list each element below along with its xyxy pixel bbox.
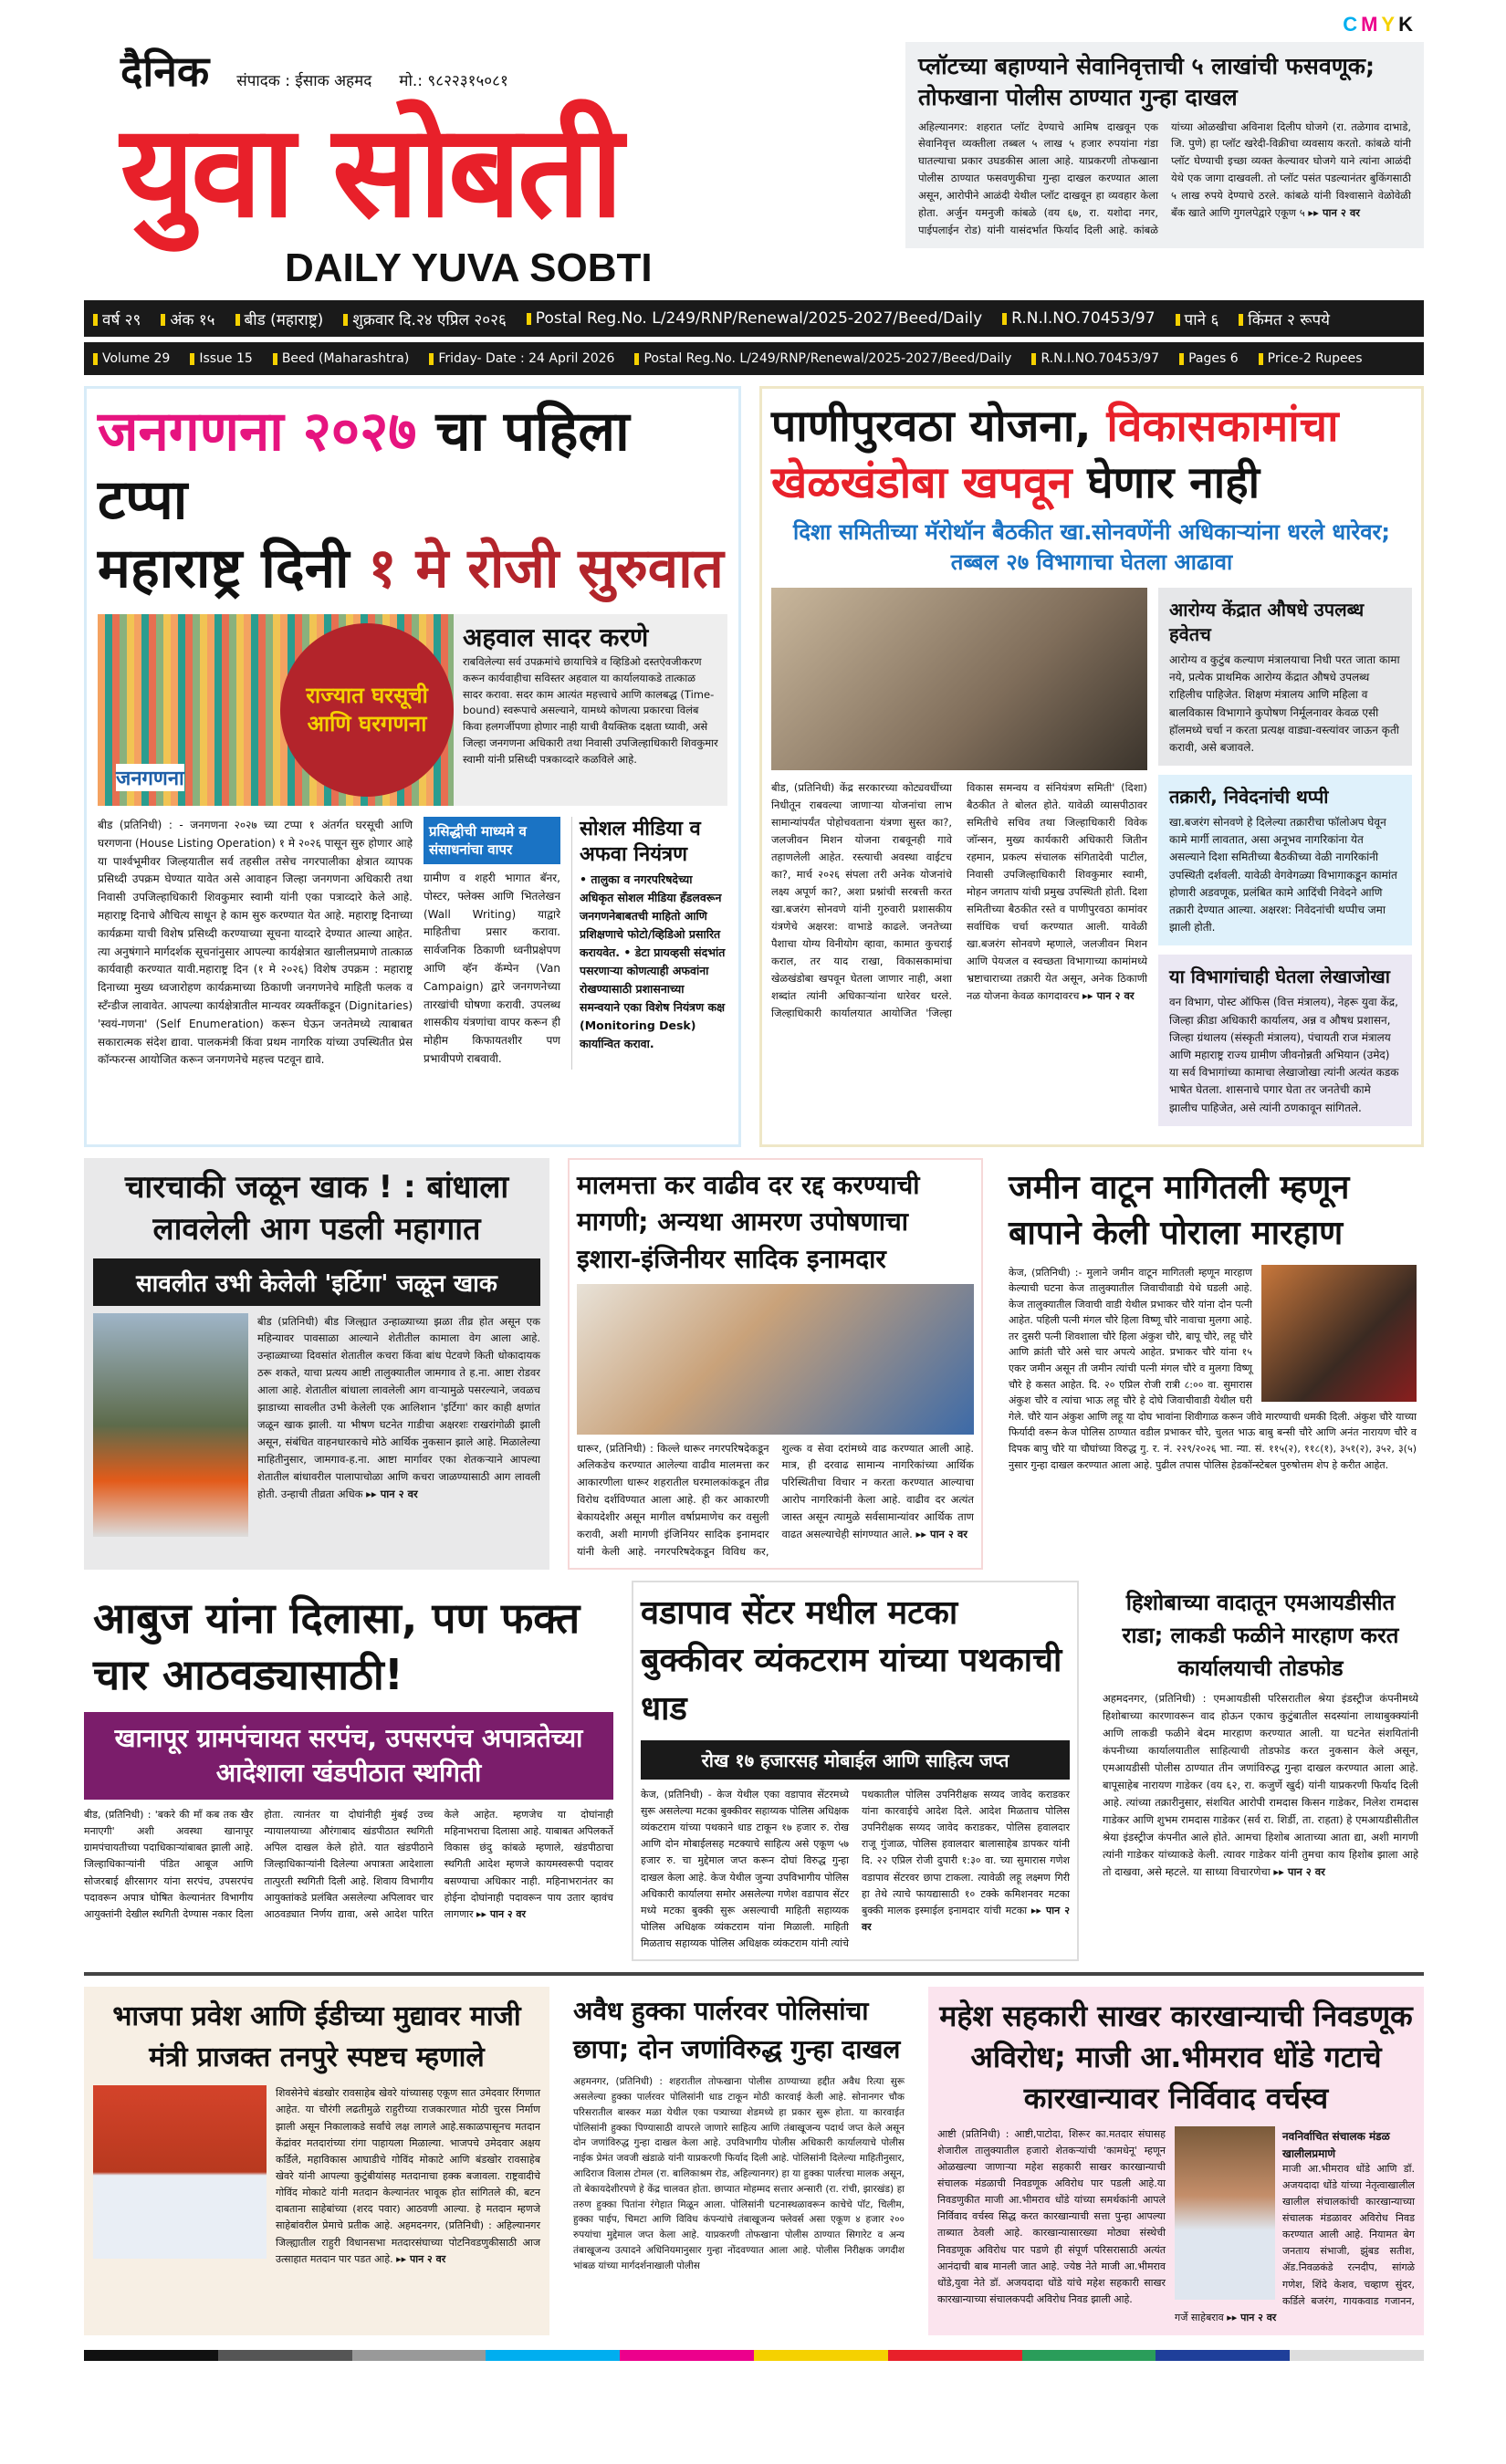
hookah-article <box>568 1987 910 2335</box>
top-story <box>905 42 1424 248</box>
water-body: बीड, (प्रतिनिधी) केंद्र सरकारच्या कोट्यवधींच्या निधीतून राबवल्या जाणाऱ्या योजनांचा लाभ सामान्यांपर्यंत पोहोचवताना यंत्रणा सुस्त का?, जलजीवन मिशन योजना राबवूनही गावे तहाणलेली आहेत. रस्त्याची अवस्था वाईटच का?, मार्च २०२६ संपला तरी अनेक योजनांचे लक्ष्य अपूर्ण का?, अशा प्रश्नांची सरबत्ती करत खा.बजरंग सोनवणे यांनी गुरुवारी प्रशासकीय यंत्रणेचे अक्षरश: वाभाडे काढले. जनतेच्या पैशाचा योग्य विनीयोग व्हावा, कामात कुचराई कराल, तर याद राखा, विकासकामांचा खेळखंडोबा खपवून घेतला जाणार नाही, अशा शब्दांत त्यांनी अधिकाऱ्यांना धारेवर धरले. जिल्हाधिकारी कार्यालयात आयोजित 'जिल्हा विकास समन्वय व संनियंत्रण समिती' (दिशा) बैठकीत ते बोलत होते. यावेळी व्यासपीठावर समितीचे सचिव तथा जिल्हाधिकारी विवेक जॉन्सन, मुख्य कार्यकारी अधिकारी जितीन रहमान, प्रकल्प संचालक संगितादेवी पाटील, निवासी उपजिल्हाधिकारी शिवकुमार स्वामी, मोहन जगताप यांची प्रमुख उपस्थिती होती. दिशा समितीच्या बैठकीत रस्ते व पाणीपुरवठा कामांवर सर्वाधिक चर्चा करण्यात आली. यावेळी खा.बजरंग सोनवणे म्हणाले, जलजीवन मिशन आणि पेयजल व स्वच्छता विभागाच्या कामांमध्ये भ्रष्टाचाराच्या तक्रारी येत असून, अनेक ठिकाणी नळ योजना केवळ कागदावरच ▸▸ पान २ वर <box>771 780 1147 1019</box>
board-body: माजी आ.भीमराव धोंडे आणि डॉ. अजयदादा धोंडे यांच्या नेतृत्वाखालील खालील संचालकांची कारखान्याच्या संचालक मंडळावर अविरोध निवड करण्यात आली आहे. नियामत बेग जनताय संभाजी, झुंबड सतीश, ॲड.निवळकंडे रत्नदीप, सांगळे गणेश, शिंदे केशव, चव्हाण सुंदर, कर्डिले बजरंग, गायकवाड गजानन, गर्जे साहेबराव ▸▸ पान २ वर <box>1175 2162 1415 2323</box>
sidebar-box <box>1158 955 1412 1125</box>
sugar-factory-article <box>928 1987 1424 2335</box>
info-bar-item: अंक १५ <box>161 308 214 329</box>
sidebar-body: खा.बजरंग सोनवणे हे दिलेल्या तक्रारीचा फॉलोअप घेवून कामे मार्गी लावतात, असा अनूभव नागरिकांना येत असल्याने दिशा समितीच्या बैठकीच्या वेळी नागरिकांनी उपस्थिती दर्शवली. यावेळी वेगवेगळ्या विभागाकडून कामांत होणारी अडवणूक, प्रलंबित कामे आदिंची निवेदने आणि तक्रारी देण्यात आल्या. अक्षरश: निवेदनांची थप्पीच जमा झाली होती. <box>1169 816 1397 934</box>
water-article <box>759 386 1424 1147</box>
bjp-body: शिवसेनेचे बंडखोर रावसाहेब खेवरे यांच्यासह एकूण सात उमेदवार रिंगणात आहेत. या चौरंगी लढतीमुळे राहुरीच्या राजकारणात मोठी चुरस निर्माण झाली असून निकालाकडे सर्वांचे लक्ष लागले आहे.सकाळपासूनच मतदान केंद्रांवर मतदारांच्या रांगा पाहायला मिळाल्या. भाजपचे उमेदवार अक्षय कर्डिले, महाविकास आघाडीचे गोविंद मोकाटे आणि बंडखोर रावसाहेब खेवरे यांनी आपल्या कुटुंबीयांसह मतदानाचा हक्क बजावला. राष्ट्रवादीचे गोविंद मोकाटे यांनी मतदान केल्यानंतर भावूक होत सांगितले की, बटन दाबताना साहेबांच्या (शरद पवार) आठवणी आल्या. हे मतदान म्हणजे साहेबांवरील प्रेमाचे प्रतीक आहे. अहमदनगर, (प्रतिनिधी) : अहिल्यानगर जिल्ह्यातील राहुरी विधानसभा मतदारसंघाच्या पोटनिवडणुकीसाठी आज उत्साहात मतदान पार पडत आहे. ▸▸ पान २ वर <box>276 2087 540 2265</box>
info-bar-item: पाने ६ <box>1176 308 1219 329</box>
property-tax-headline: मालमत्ता कर वाढीव दर रद्द करण्याची मागणी; अन्यथा आमरण उपोषणाचा इशारा-इंजिनीयर सादिक इनामदार <box>577 1169 920 1274</box>
newspaper-page <box>84 0 1424 2379</box>
info-bar-marathi <box>84 300 1424 337</box>
car-fire-body: बीड (प्रतिनिधी) बीड जिल्ह्यात उन्हाळ्याच्या झळा तीव्र होत असून एक महिन्यावर पावसाळा आल्याने शेतीतील कामाला वेग आला आहे. उन्हाळ्याच्या दिवसांत शेतातील कचरा किंवा बांध पेटवणे किती धोकादायक ठरू शकते, याचा प्रत्यय आष्टी तालुक्यातील जामगाव ते ह.ना. आष्टा रोडवर आला आहे. शेतातील बांधाला लावलेली आग वाऱ्यामुळे पसरल्याने, जवळच झाडाच्या सावलीत उभी केलेली एक आलिशान 'इर्टिगा' कार काही क्षणांत जळून खाक झाली. या भीषण घटनेत गाडीचा अक्षरशः राखरांगोळी झाली असून, संबंधित वाहनधारकाचे मोठे आर्थिक नुकसान झाले आहे. मिळालेल्या माहितीनुसार, जामगाव-ह.ना. आष्टा मार्गावर एका शेतकऱ्याने आपल्या शेतातील बांधावरील पालापाचोळा आणि कचरा जाळण्यासाठी आग लावली होती. उन्हाची तीव्रता अधिक ▸▸ पान २ वर <box>257 1314 540 1501</box>
info-bar-item: बीड (महाराष्ट्र) <box>235 308 324 329</box>
info-bar-item: Postal Reg.No. L/249/RNP/Renewal/2025-2027/Beed/Daily <box>527 309 982 328</box>
car-fire-headline: चारचाकी जळून खाक ! : बांधाला लावलेली आग पडली महागात <box>124 1168 509 1248</box>
masthead <box>84 42 1424 291</box>
census-badge: राज्यात घरसूची आणि घरगणना <box>280 623 454 797</box>
census-article <box>84 386 741 1147</box>
crowd-illustration <box>98 614 454 806</box>
info-bar-item: Postal Reg.No. L/249/RNP/Renewal/2025-2027/Beed/Daily <box>634 351 1011 366</box>
editor-name: संपादक : ईसाक अहमद <box>236 72 372 90</box>
social-body: • तालुका व नगरपरिषदेच्या अधिकृत सोशल मीडिया हँडलवरून जनगणनेबाबतची माहितो आणि प्रशिक्षणाचे फोटो/व्हिडिओ प्रसारित करायवेत. • डेटा प्रायव्हसी संदभांत पसरणाऱ्या कोणत्याही अफवांना रोखण्यासाठी प्रशासनाच्या समन्वयाने एका विशेष नियंत्रण कक्ष (Monitoring Desk) कार्यान्वित करावा. <box>580 872 726 1050</box>
info-bar-item: Price-2 Rupees <box>1259 351 1363 366</box>
car-fire-photo <box>93 1313 248 1537</box>
water-sidebars <box>1158 588 1412 1135</box>
media-title: प्रसिद्धीची माध्यमे व संसाधनांचा वापर <box>424 817 560 864</box>
info-bar-item: Friday- Date : 24 April 2026 <box>429 351 614 366</box>
info-bar-item: Pages 6 <box>1179 351 1239 366</box>
report-title: अहवाल सादर करणे <box>463 622 649 653</box>
sidebar-box <box>1158 588 1412 766</box>
info-bar-item: R.N.I.NO.70453/97 <box>1031 351 1159 366</box>
bjp-article <box>84 1987 549 2335</box>
abuj-article <box>84 1581 613 1961</box>
social-title: सोशल मीडिया व अफवा नियंत्रण <box>580 818 701 866</box>
sidebar-title: या विभागांचाही घेतला लेखाजोखा <box>1169 966 1390 988</box>
group-photo <box>577 1284 974 1435</box>
board-title: नवनिर्वाचित संचालक मंडळ खालीलप्रमाणे <box>1282 2129 1390 2160</box>
sidebar-title: आरोग्य केंद्रात औषधे उपलब्ध हवेतच <box>1169 598 1365 645</box>
abuj-strap: खानापूर ग्रामपंचायत सरपंच, उपसरपंच अपात्रतेच्या आदेशाला खंडपीठात स्थगिती <box>84 1712 613 1800</box>
census-columns <box>98 817 727 1070</box>
census-graphic <box>98 614 727 806</box>
continued-link: ▸▸ पान २ वर <box>1082 988 1135 1002</box>
vadapav-article <box>632 1581 1079 1961</box>
abuj-body: बीड, (प्रतिनिधी) : 'बकरे की माँ कब तक खैर मनाएगी' अशी अवस्था खानापूर ग्रामपंचायतीच्या पदाधिकाऱ्यांबाबत झाली आहे. जिल्हाधिकाऱ्यांनी पंडित आबूज आणि सोजरबाई क्षीरसागर यांना सरपंच, उपसरपंच पदावरून अपात्र घोषित केल्यानंतर विभागीय आयुक्तांनी देखील स्थगिती देण्यास नकार दिला होता. त्यानंतर या दोघांनीही मुंबई उच्च न्यायालयाच्या औरंगाबाद खंडपीठात स्थगिती अपिल दाखल केले होते. यात खंडपीठाने जिल्हाधिकाऱ्यांनी दिलेल्या अपात्रता आदेशाला तात्पुरती स्थगिती दिली आहे. शिवाय विभागीय आयुक्तांकडे प्रलंबित असलेल्या अपिलावर चार आठवड्यात निर्णय द्यावा, असे आदेश पारित केले आहेत. म्हणजेच या दोघांनाही महिनाभराचा दिलासा आहे. याबाबत अपिलकर्ते विकास छंदु कांबळे म्हणाले, खंडपीठाचा स्थगिती आदेश म्हणजे कायमस्वरूपी पदावर बसण्याचा अधिकार नाही. महिनाभरानंतर का होईना दोघांनाही पदावरून पाय उतार व्हावंच लागणार ▸▸ पान २ वर <box>84 1809 613 1920</box>
logo-english: DAILY YUVA SOBTI <box>285 245 653 290</box>
census-image-label: जनगणना <box>116 764 184 791</box>
info-bar-item: शुक्रवार दि.२४ एप्रिल २०२६ <box>343 308 507 329</box>
report-body: राबविलेल्या सर्व उपक्रमांचे छायाचित्रे व व्हिडिओ दस्तऐवजीकरण करून कार्यवाहीचा सविस्तर अहवाल या कार्यालयाकडे तात्काळ सादर करावा. सदर काम आत्यंत महत्त्वाचे आणि कालबद्ध (Time-bound) स्वरूपाचे असल्याने, यामध्ये कोणत्या प्रकारचा विलंब किवा हलगर्जीपणा होणार नाही याची वैयक्तिक दक्षता घ्यावी, असे जिल्हा जनगणना अधिकारी तथा निवासी उपजिल्हाधिकारी शिवकुमार स्वामी यांनी प्रसिध्दी पत्रकाव्दारे कळविले आहे. <box>463 655 718 766</box>
car-fire-article <box>84 1158 549 1571</box>
assault-illustration <box>1261 1265 1417 1402</box>
midc-article <box>1097 1581 1424 1961</box>
info-bar-item: किंमत २ रूपये <box>1239 308 1330 329</box>
vadapav-strap: रोख १७ हजारसह मोबाईल आणि साहित्य जप्त <box>641 1740 1070 1780</box>
sidebar-body: आरोग्य व कुटुंब कल्याण मंत्रालयाचा निधी परत जाता कामा नये, प्रत्येक प्राथमिक आरोग्य केंद्रात औषधे उपलब्ध राहिलीच पाहिजेत. शिक्षण मंत्रालय आणि महिला व बालविकास विभागाने कुपोषण निर्मूलनावर केवळ एसी हॉलमध्ये चर्चा न करता प्रत्यक्ष वाड्या-वस्त्यांवर जाऊन कृती करावी, असे बजावले. <box>1169 653 1400 754</box>
property-tax-article <box>568 1158 983 1571</box>
row-third <box>84 1581 1424 1961</box>
info-bar-item: वर्ष २९ <box>93 308 141 329</box>
sidebar-body: वन विभाग, पोस्ट ऑफिस (वित्त मंत्रालय), नेहरू युवा केंद्र, जिल्हा क्रीडा अधिकारी कार्यालय, अन्न व औषध प्रशासन, जिल्हा ग्रंथालय (संस्कृती मंत्रालय), पंचायती राज मंत्रालय आणि महाराष्ट्र राज्य ग्रामीण जीवनोन्नती अभियान (उमेद) या सर्व विभागांच्या कामाचा लेखाजोखा त्यांनी अत्यंत कडक भाषेत घेतला. शासनाचे पगार घेता तर जनतेची कामे झालीच पाहिजेत, असे त्यांनी ठणकावून सांगितले. <box>1169 996 1399 1114</box>
logo-block <box>84 42 869 291</box>
info-bar-english <box>84 342 1424 375</box>
section-divider <box>84 1972 1424 1976</box>
vadapav-body: केज, (प्रतिनिधी) - केज येथील एका वडापाव सेंटरमध्ये सुरू असलेल्या मटका बुक्कीवर सहाय्यक पोलिस अधिक्षक व्यंकटराम यांच्या पथकाने धाड टाकून १७ हजार रु. रोख आणि दोन मोबाईलसह मटक्याचे साहित्य असे एकूण ५७ हजार रु. चा मुद्देमाल जप्त करून दोघां विरुद्ध गुन्हा दाखल केला आहे. केज येथील जुन्या उपविभागीय पोलिस अधिकारी कार्यालया समोर असलेल्या गणेश वडापाव सेंटर मध्ये मटका बुक्की सुरू असल्याची माहिती सहाय्यक पोलिस अधिक्षक व्यंकटराम यांना मिळाली. माहिती मिळताच सहाय्यक पोलिस अधिक्षक व्यंकटराम यांनी त्यांचे पथकातील पोलिस उपनिरीक्षक सय्यद जावेद कराडकर यांना कारवाईचे आदेश दिले. आदेश मिळताच पोलिस उपनिरीक्षक सय्यद जावेद कराडकर, पोलिस हवालदार राजू गुंजाळ, पोलिस हवालदार बालासाहेब डापकर यांनी दि. २२ एप्रिल रोजी दुपारी १:३० वा. च्या सुमारास गणेश वडापाव सेंटरवर छापा टाकला. त्यावेळी लहू लक्ष्मण गिरी हा तेथे त्याचे फायद्यासाठी १० टक्के कमिशनवर मटका बुक्की मालक इस्माईल इनामदार यांची मटका ▸▸ पान २ वर <box>641 1788 1071 1950</box>
minister-photo <box>93 2085 267 2259</box>
top-story-headline: प्लॉटच्या बहाण्याने सेवानिवृत्ताची ५ लाखांची फसवणूक; तोफखाना पोलीस ठाण्यात गुन्हा दाखल <box>918 53 1375 110</box>
sidebar-title: तक्रारी, निवेदनांची थप्पी <box>1169 786 1329 809</box>
census-body: बीड (प्रतिनिधी) : - जनगणना २०२७ च्या टप्पा १ अंतर्गत घरसूची आणि घरगणना (House Listing Operation) १ मे २०२६ पासून सुरु होणार आहे या पार्श्वभूमीवर जिल्हयातील सर्व तहसील तसेच नगरपालीका क्षेत्रात व्यापक प्रसिध्दी उपक्रम घेण्यात यावेत असे आवाहन जिल्हा जनगणना अधिकारी तथा निवासी उपजिल्हाधिकारी शिवकुमार स्वामी यांनी एका पत्राव्दारे केले आहे. महाराष्ट्र दिनाचे औचित्य साधून हे काम सुरु करण्यात येत आहे. महाराष्ट्र दिनाच्या कार्यक्रमा याची विशेष प्रसिध्दी करण्याच्या सूचना याव्दारे देण्यात आल्या आहेत. त्या अनुषंगाने मार्गदर्शक सूचनांनुसार आपल्या कार्यक्षेत्रात खालीलप्रमाणे तात्काळ कार्यवाही करण्यात यावी.महाराष्ट्र दिन (१ मे २०२६) विशेष उपक्रम : महाराष्ट्र दिनाच्या मुख्य ध्वजारोहण कार्यक्रमाच्या ठिकाणी जनगणनेचे माहिती फलक व स्टँन्डीज लावावेत. आपल्या कार्यक्षेत्रातील मान्यवर व्यक्तींकडून (Dignitaries) 'स्वयं-गणना' (Self Enumeration) करून घेऊन जनतेमध्ये त्याबाबत सकारात्मक संदेश द्यावा. पालकमंत्री किंवा प्रथम नागरिक यांच्या उपस्थितीत प्रेस कॉन्फरन्स आयोजित करून जनगणनेचे महत्त्व पटवून द्यावे. <box>98 819 413 1067</box>
bjp-headline: भाजपा प्रवेश आणि ईडीच्या मुद्यावर माजी मंत्री प्राजक्त तनपुरे स्पष्टच म्हणाले <box>112 2000 521 2074</box>
info-bar-item: Beed (Maharashtra) <box>273 351 410 366</box>
abuj-headline: आबुज यांना दिलासा, पण फक्त चार आठवड्यासाठी! <box>93 1593 580 1700</box>
sidebar-box <box>1158 775 1412 945</box>
sugar-headline: महेश सहकारी साखर कारखान्याची निवडणूक अविरोध; माजी आ.भीमराव धोंडे गटाचे कारखान्यावर निर्विवाद वर्चस्व <box>939 1999 1413 2115</box>
midc-body: अहमदनगर, (प्रतिनिधी) : एमआयडीसी परिसरातील श्रेया इंडस्ट्रीज कंपनीमध्ये हिशोबाच्या कारणावरून वाद होऊन एकाच कुटुंबातील सदस्यांना लाथाबुक्क्यांनी आणि लाकडी फळीने बेदम मारहाण करण्यात आली. या घटनेत संशयितांनी कंपनीच्या कार्यालयातील साहित्याची तोडफोड करत नुकसान केले असून, एमआयडीसी पोलीस ठाण्यात तीन जणांविरुद्ध गुन्हा दाखल करण्यात आला आहे. बापूसाहेब नारायण गाडेकर (वय ६२, रा. कजुर्णे खुर्द) यांनी याप्रकरणी फिर्याद दिली आहे. त्यांच्या तक्रारीनुसार, संशयित आरोपी रामदास किसन गाडेकर, निलेश रामदास गाडेकर आणि शुभम रामदास गाडेकर (सर्व रा. शिर्डी, ता. राहता) हे एमआयडीसीतील श्रेया इंडस्ट्रीज कंपनीत आले होते. आमचा हिशोब आताच्या आता द्या, अशी मागणी त्यांनी गाडेकर यांच्याकडे केली. त्यावर गाडेकर यांनी तुमचा काय हिशोब झाला आहे तो दाखवा, असे म्हटले. या साध्या विचारणेचा ▸▸ पान २ वर <box>1103 1692 1418 1878</box>
property-tax-body: धारूर, (प्रतिनिधी) : किल्ले धारूर नगरपरिषदेकडून अलिकडेच करण्यात आलेल्या वाढीव मालमत्ता कर आकारणीला धारूर शहरातील घरमालकांकडून तीव्र विरोध दर्शविण्यात आला आहे. ही कर आकारणी बेकायदेशीर असून मागील वर्षाप्रमाणेच कर वसुली करावी, अशी मागणी इंजिनियर सादिक इनामदार यांनी केली आहे. नगरपरिषदेकडून विविध कर, शुल्क व सेवा दरांमध्ये वाढ करण्यात आली आहे. मात्र, ही दरवाढ सामान्य नागरिकांच्या आर्थिक परिस्थितीचा विचार न करता करण्यात आल्याचा आरोप नागरिकांनी केला आहे. वाढीव दर अत्यंत जास्त असून त्यामुळे सर्वसामान्यांवर आर्थिक ताण वाढत असल्याचेही सांगण्यात आले. ▸▸ पान २ वर <box>577 1441 974 1559</box>
meeting-photo <box>771 588 1147 770</box>
vadapav-headline: वडापाव सेंटर मधील मटका बुक्कीवर व्यंकटराम यांच्या पथकाची धाड <box>641 1594 1062 1728</box>
census-headline: जनगणना २०२७ चा पहिला टप्पा महाराष्ट्र दिनी १ मे रोजी सुरुवात <box>98 400 724 600</box>
row-fourth <box>84 1987 1424 2335</box>
info-bar-item: Volume 29 <box>93 351 170 366</box>
midc-headline: हिशोबाच्या वादातून एमआयडीसीत राडा; लाकडी फळीने मारहाण करत कार्यालयाची तोडफोड <box>1122 1590 1399 1682</box>
media-body: ग्रामीण व शहरी भागात बॅनर, पोस्टर, फ्लेक्स आणि भितलेखन (Wall Writing) याद्वारे माहितीचा प्रसार करावा. सार्वजनिक ठिकाणी ध्वनीप्रक्षेपण आणि व्हॅन कॅम्पेन (Van Campaign) द्वारे जनगणनेच्या तारखांची घोषणा करावी. उपलब्ध शासकीय यंत्रणांचा वापर करून ही मोहीम किफायतशीर पण प्रभावीपणे राबवावी. <box>424 872 560 1065</box>
info-bar-item: R.N.I.NO.70453/97 <box>1002 309 1155 328</box>
land-dispute-article <box>1001 1158 1424 1571</box>
hookah-headline: अवैध हुक्का पार्लरवर पोलिसांचा छापा; दोन जणांविरुद्ध गुन्हा दाखल <box>573 1996 901 2065</box>
color-registration-bar <box>84 2350 1424 2361</box>
hookah-body: अहमनगर, (प्रतिनिधी) : शहरातील तोफखाना पोलीस ठाण्याच्या हद्दीत अवैध रित्या सुरू असलेल्या हुक्का पार्लरवर पोलिसांनी धाड टाकून मोठी कारवाई केली आहे. सोनानगर चौक परिसरातील बास्कर मळा येथील एका पत्र्याच्या शेडमध्ये हा प्रकार सुरू होता. या कारवाईत पोलिसांनी हुक्का पिण्यासाठी वापरले जाणारे साहित्य आणि तंबाखूजन्य पदार्थ जप्त केले असून दोन जणांविरुद्ध गुन्हा दाखल केला आहे. उपविभागीय पोलीस अधिकारी कार्यालयाचे पोलीस नाईक प्रेमंत जवजी खंडाळे यांनी याप्रकरणी फिर्याद दिली आहे. पोलिसांनी दिलेल्या माहितीनुसार, आदिराज विलास टोमल (रा. बालिकाश्रम रोड, अहिल्यानगर) हा या हुक्का पार्लरचा मालक असून, तो बेकायदेशीरपणे हे केंद्र चालवत होता. छाप्यात मोहम्मद सत्तार अन्सारी (रा. रांची, झारखंड) हा तरुण हुक्का पितांना रंगेहात मिळून आला. पोलिसांनी घटनास्थळावरून काचेचे पॉट, चिलीम, हुक्का पाईप, चिमटा आणि विविध कंपन्यांचे तंबाखूजन्य फ्लेवर्स असा एकूण ४ हजार २०० रुपयांचा मुद्देमाल जप्त केला आहे. याप्रकरणी तोफखाना पोलीस ठाण्यात सिगारेट व अन्य तंबाखूजन्य उत्पादने अधिनियमानुसार गुन्हा नोंदवण्यात आला आहे. पोलीस निरीक्षक जगदीश भांबळ यांच्या मार्गदर्शनाखाली पोलीस <box>573 2076 905 2271</box>
sugar-body: आष्टी (प्रतिनिधी) : आष्टी,पाटोदा, शिरूर का.मतदार संघासह शेजारील तालुक्यातील हजारो शेतकऱ्यांची 'कामधेनू' म्हणून ओळखल्या जाणाऱ्या महेश सहकारी साखर कारखान्याची संचालक मंडळाची निवडणूक अविरोध पार पडली आहे.या निवडणुकीत माजी आ.भीमराव धोंडे यांच्या समर्थकांनी आपले निर्विवाद वर्चस्व सिद्ध करत कारखान्याची सत्ता पुन्हा आपल्या ताब्यात ठेवली आहे. कारखान्यासारख्या मोठ्या संस्थेची निवडणूक अविरोध पार पडणे ही संपूर्ण परिसरासाठी अत्यंत आनंदाची बाब मानली जात आहे. ज्येष्ठ नेते माजी आ.भीमराव धोंडे,युवा नेते डॉ. अजयदादा धोंडे यांचे महेश सहकारी साखर कारखान्याच्या संचालकपदी अविरोध निवड झाली आहे. <box>937 2127 1166 2306</box>
row-lead <box>84 386 1424 1147</box>
phone-number: मो.: ९८२२३१५०८१ <box>399 72 508 90</box>
water-headline: पाणीपुरवठा योजना, विकासकामांचा खेळखंडोबा खपवून घेणार नाही <box>771 401 1339 509</box>
continued-link: ▸▸ पान २ वर <box>1308 206 1360 220</box>
car-fire-strap: सावलीत उभी केलेली 'इर्टिगा' जळून खाक <box>93 1258 540 1306</box>
cmyk-marks: CMYK <box>1343 13 1417 36</box>
land-dispute-body: केज, (प्रतिनिधी) :- मुलाने जमीन वाटून मागितली म्हणून मारहाण केल्याची घटना केज तालुक्यातील जिवाचीवाडी येथे घडली आहे. केज तालुक्यातील जिवाची वाडी येथील प्रभाकर चौरे यांना दोन पत्नी आहेत. पहिली पत्नी मंगल चौरे हिला विष्णू चौरे नावाचा मुलगा आहे. तर दुसरी पत्नी शिवशाला चौरे हिला अंकुश चौरे, बापू चौरे, लहू चौरे आणि क्रांती चौरे असे चार अपत्ये आहेत. प्रभाकर चौरे यांना १५ एकर जमीन असून ती जमीन त्यांची पत्नी मंगल चौरे व मुलगा विष्णू चौरे हे कसत आहेत. दि. २० एप्रिल रोजी रात्री ८:०० वा. सुमारास अंकुश चौरे व त्यांचा भाऊ लहू चौरे हे दोघे जिवाचीवाडी येथील घरी गेले. चौरे यान अंकुश आणि लहू या दोघ भावांना शिवीगाळ करून जीवे मारण्याची धमकी दिली. अंकुश चौरे याच्या फिर्यादी वरून केज पोलिस ठाण्यात वडील प्रभाकर चौरे, चुलत भाऊ बाबु बन्सी चौरे आणि अनंत नारायण चौरे व दिपक बापु चौरे या चौघांच्या विरुद्ध गु. र. नं. २२९/२०२६ भा. न्या. सं. ११५(२), ११८(१), ३५१(२), ३५२, ३(५) नुसार गुन्हा दाखल करण्यात आला आहे. पुढील तपास पोलिस हेडकॉन्स्टेबल पुरुषोत्तम शेप हे करीत आहेत. <box>1009 1266 1417 1471</box>
land-dispute-headline: जमीन वाटून मागितली म्हणून बापाने केली पोराला मारहाण <box>1009 1168 1350 1253</box>
logo-dainik: दैनिक <box>120 47 210 96</box>
water-subhead: दिशा समितीच्या मॅरोथॉन बैठकीत खा.सोनवणेंनी अधिकाऱ्यांना धरले धारेवर; तब्बल २७ विभागाचा घेतला आढावा <box>793 518 1390 576</box>
info-bar-item: Issue 15 <box>190 351 252 366</box>
top-story-body: अहिल्यानगर: शहरात प्लॉट देण्याचे आमिष दाखवून एक सेवानिवृत्त व्यक्तीला तब्बल ५ लाख ५ हजार रुपयांना गंडा घातल्याचा प्रकार उघडकीस आला आहे. याप्रकरणी तोफखाना पोलीस ठाण्यात फसवणुकीचा गुन्हा दाखल करण्यात आला असून, आरोपीने आळंदी येथील प्लॉट दाखवून हा व्यवहार केला होता. अर्जुन यमनुजी कांबळे (वय ६७, रा. यशोदा नगर, पाईपलाईन रोड) यांनी यासंदर्भात फिर्याद दिली आहे. कांबळे यांच्या ओळखीचा अविनाश दिलीप घोजगे (रा. तळेगाव दाभाडे, जि. पुणे) हा प्लॉट खरेदी-विक्रीचा व्यवसाय करतो. कांबळे यांनी प्लॉट घेण्याची इच्छा व्यक्त केल्यावर घोजगे याने त्यांना आळंदी येथे एक जागा दाखवली. तो प्लॉट पसंत पडल्यानंतर बुकिंगसाठी ५ लाख रुपये देण्याचे ठरले. कांबळे यांनी विश्वासाने वेळोवेळी बँक खाते आणि गुगलपेद्वारे एकूण ५ <box>918 120 1411 237</box>
newspaper-logo: युवा सोबती <box>120 98 620 246</box>
row-second <box>84 1158 1424 1571</box>
leader-photo <box>1175 2126 1275 2300</box>
